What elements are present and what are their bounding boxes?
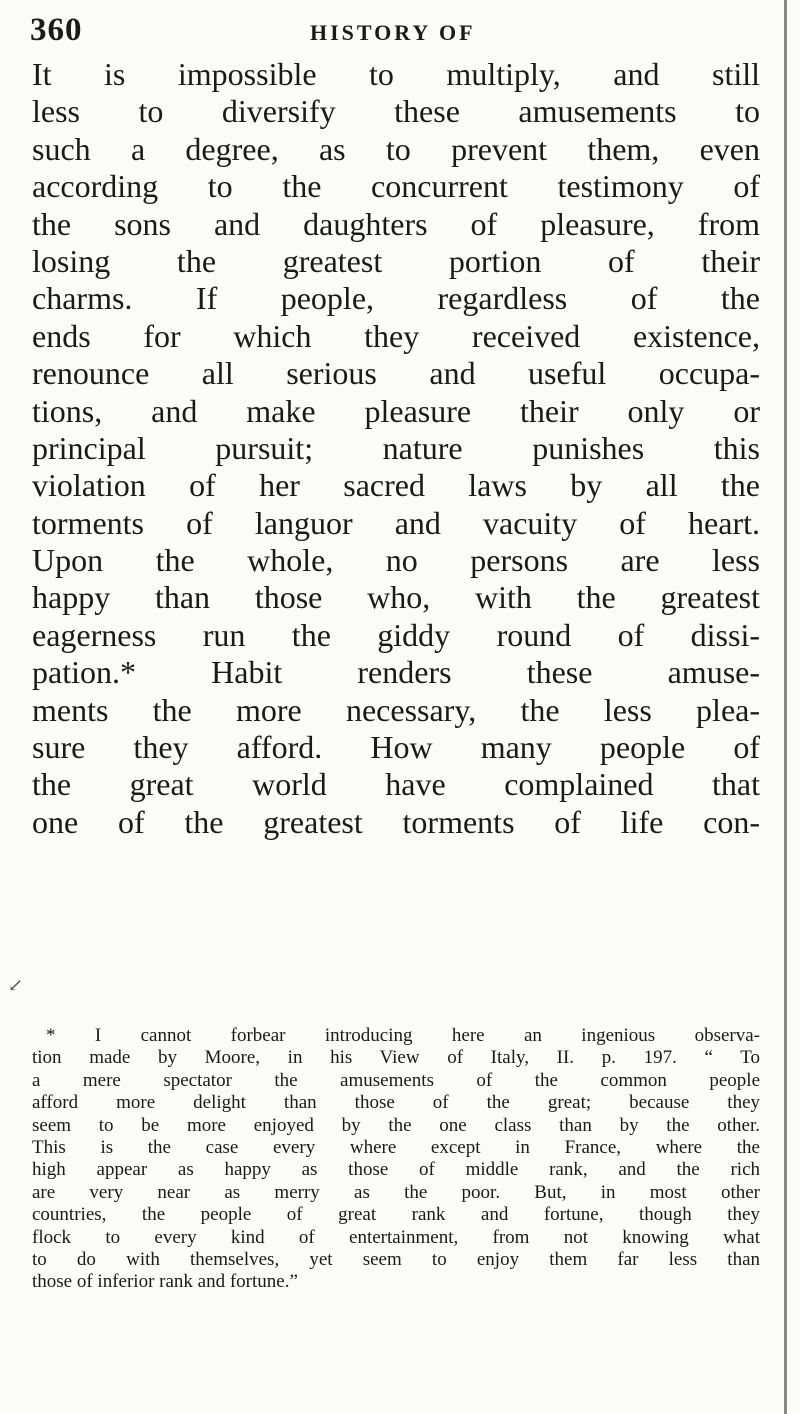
body-line: sure they afford. How many people of bbox=[32, 729, 760, 766]
footnote bbox=[32, 1025, 760, 1294]
footnote-line: those of inferior rank and fortune.” bbox=[32, 1271, 298, 1293]
body-line: eagerness run the giddy round of dissi- bbox=[32, 616, 760, 653]
page-edge-shadow bbox=[784, 0, 787, 1414]
body-line: torments of languor and vacuity of heart. bbox=[32, 504, 760, 541]
body-line: one of the greatest torments of life con- bbox=[32, 803, 760, 840]
body-line: such a degree, as to prevent them, even bbox=[32, 130, 760, 167]
body-line: less to diversify these amusements to bbox=[32, 93, 760, 130]
page-header bbox=[30, 12, 750, 52]
footnote-line: are very near as merry as the poor. But, in most other bbox=[32, 1181, 760, 1203]
footnote-line: a mere spectator the amusements of the common people bbox=[32, 1069, 760, 1091]
body-line: Upon the whole, no persons are less bbox=[32, 542, 760, 579]
body-line: principal pursuit; nature punishes this bbox=[32, 429, 760, 466]
footnote-line: high appear as happy as those of middle rank, and the rich bbox=[32, 1159, 760, 1181]
footnote-line: to do with themselves, yet seem to enjoy them far less than bbox=[32, 1248, 760, 1270]
body-line: happy than those who, with the greatest bbox=[32, 579, 760, 616]
body-line: losing the greatest portion of their bbox=[32, 242, 760, 279]
footnote-line: countries, the people of great rank and fortune, though they bbox=[32, 1204, 760, 1226]
body-line: the great world have complained that bbox=[32, 766, 760, 803]
running-head: HISTORY OF bbox=[310, 20, 476, 45]
body-line: the sons and daughters of pleasure, from bbox=[32, 205, 760, 242]
body-line: It is impossible to multiply, and still bbox=[32, 56, 760, 92]
footnote-line: tion made by Moore, in his View of Italy, II. p. 197. “ To bbox=[32, 1047, 760, 1069]
body-line: violation of her sacred laws by all the bbox=[32, 467, 760, 504]
page-number: 360 bbox=[30, 12, 83, 48]
body-line: ments the more necessary, the less plea- bbox=[32, 691, 760, 728]
footnote-line: * I cannot forbear introducing here an ingenious observa- bbox=[46, 1025, 760, 1046]
body-line: tions, and make pleasure their only or bbox=[32, 392, 760, 429]
body-line: renounce all serious and useful occupa- bbox=[32, 355, 760, 392]
footnote-line: This is the case every where except in France, where the bbox=[32, 1136, 760, 1158]
body-line: ends for which they received existence, bbox=[32, 317, 760, 354]
margin-pencil-mark: ↙ bbox=[8, 975, 24, 995]
footnote-line: seem to be more enjoyed by the one class than by the other. bbox=[32, 1114, 760, 1136]
body-line: pation.* Habit renders these amuse- bbox=[32, 654, 760, 691]
footnote-line: flock to every kind of entertainment, from not knowing what bbox=[32, 1226, 760, 1248]
body-line: according to the concurrent testimony of bbox=[32, 168, 760, 205]
body-text bbox=[32, 56, 760, 841]
footnote-line: afford more delight than those of the great; because they bbox=[32, 1092, 760, 1114]
body-line: charms. If people, regardless of the bbox=[32, 280, 760, 317]
